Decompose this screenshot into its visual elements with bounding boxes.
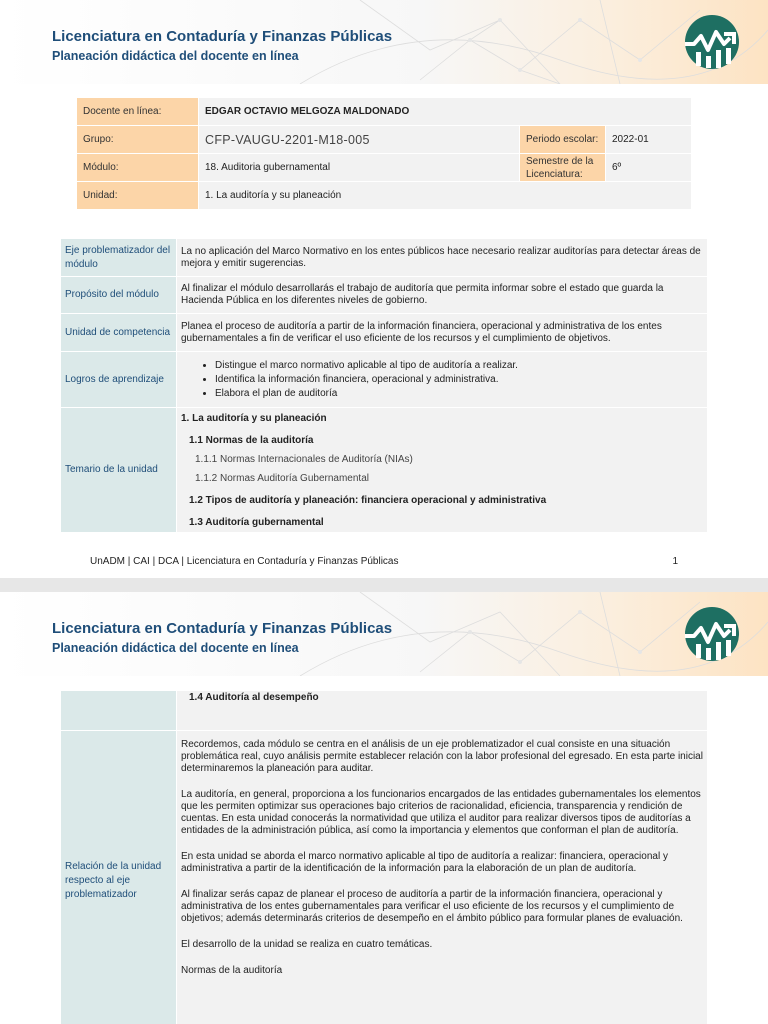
modulo-value: 18. Auditoria gubernamental xyxy=(199,154,520,182)
unidad-value: 1. La auditoría y su planeación xyxy=(199,182,692,210)
grupo-label: Grupo: xyxy=(77,126,199,154)
logros-value xyxy=(177,352,708,408)
logro-item: • Elabora el plan de auditoría xyxy=(215,387,703,401)
temario-value xyxy=(177,408,708,533)
unadm-logo-icon xyxy=(684,606,740,662)
relacion-paragraph: Recordemos, cada módulo se centra en el análisis de un eje problematizador el cual consiste en una situación problemática real, cuyo análisis permite establecer relación con la labor profesional del egresado. En esta parte inicial determinaremos la planeación para auditar. xyxy=(181,739,703,774)
page-footer xyxy=(90,556,686,567)
proposito-value: Al finalizar el módulo desarrollarás el trabajo de auditoría que permita informar sobre el estado que guarda la Hacienda Pública en los diferentes niveles de gobierno. xyxy=(177,277,708,314)
temario-label: Temario de la unidad xyxy=(61,408,177,533)
relacion-paragraph: La auditoría, en general, proporciona a los funcionarios encargados de las entidades gubernamentales los elementos que les permiten optimizar sus operaciones bajo criterios de racionalidad, eficiencia, transparencia y rendición de cuentas. En esta unidad conocerás la normatividad que utiliza el auditor para realizar diversos tipos de auditorías a entidades de la administración pública, así como la importancia y elementos que conforman el plan de auditoría. xyxy=(181,789,701,836)
unidad-label: Unidad: xyxy=(77,182,199,210)
temario-topic: 1.4 Auditoría al desempeño xyxy=(189,692,319,703)
temario-subtopic: 1.1.2 Normas Auditoría Gubernamental xyxy=(195,473,369,484)
relacion-paragraph: Al finalizar serás capaz de planear el proceso de auditoría a partir de la información financiera, operacional y administrativa de los entes gubernamentales para verificar el uso eficiente de los recursos y el cumplimiento de objetivos; además determinarás criterios de desempeño en el ámbito público para formular planes de evaluación. xyxy=(181,889,683,924)
temario-topic: 1.3 Auditoría gubernamental xyxy=(189,517,324,528)
modulo-label: Módulo: xyxy=(77,154,199,182)
eje-value: La no aplicación del Marco Normativo en los entes públicos hace necesario realizar auditorías para detectar áreas de mejora y emitir sugerencias. xyxy=(177,239,708,277)
periodo-label: Periodo escolar: xyxy=(520,126,606,154)
unadm-logo-icon xyxy=(684,14,740,70)
program-title: Licenciatura en Contaduría y Finanzas Públicas xyxy=(52,28,393,45)
relacion-label: Relación de la unidad respecto al eje problematizador xyxy=(61,731,177,1024)
docente-value: EDGAR OCTAVIO MELGOZA MALDONADO xyxy=(199,98,692,126)
relacion-paragraph: El desarrollo de la unidad se realiza en cuatro temáticas. xyxy=(181,939,433,950)
temario-topic: 1.1 Normas de la auditoría xyxy=(189,435,314,446)
document-subtitle: Planeación didáctica del docente en línea xyxy=(52,49,299,63)
program-title: Licenciatura en Contaduría y Finanzas Públicas xyxy=(52,620,393,637)
logros-list xyxy=(181,359,703,401)
docente-label: Docente en línea: xyxy=(77,98,199,126)
periodo-value: 2022-01 xyxy=(606,126,692,154)
footer-text: UnADM | CAI | DCA | Licenciatura en Contaduría y Finanzas Públicas xyxy=(90,556,399,567)
relacion-value xyxy=(177,731,708,1024)
content-table xyxy=(60,238,708,533)
proposito-label: Propósito del módulo xyxy=(61,277,177,314)
page-header-banner xyxy=(0,592,768,676)
relacion-paragraph: Normas de la auditoría xyxy=(181,965,283,976)
temario-topic: 1.2 Tipos de auditoría y planeación: financiera operacional y administrativa xyxy=(189,495,547,506)
grupo-value: CFP-VAUGU-2201-M18-005 xyxy=(199,126,520,154)
document-subtitle: Planeación didáctica del docente en línea xyxy=(52,641,299,655)
logro-item: • Identifica la información financiera, operacional y administrativa. xyxy=(215,373,703,387)
competencia-label: Unidad de competencia xyxy=(61,314,177,352)
page-header-banner xyxy=(0,0,768,84)
page-separator xyxy=(0,578,768,592)
semestre-label: Semestre de la Licenciatura: xyxy=(520,154,606,182)
semestre-value: 6º xyxy=(606,154,692,182)
temario-subtopic: 1.1.1 Normas Internacionales de Auditoría (NIAs) xyxy=(195,454,413,465)
logros-label: Logros de aprendizaje xyxy=(61,352,177,408)
relacion-paragraph: En esta unidad se aborda el marco normativo aplicable al tipo de auditoría a realizar: financiera, operacional y administrativa a partir de la identificación de la información para la elaboración de un plan de auditoría. xyxy=(181,851,668,874)
temario-topic: 1. La auditoría y su planeación xyxy=(181,413,327,424)
identification-table xyxy=(76,97,692,210)
eje-label: Eje problematizador del módulo xyxy=(61,239,177,277)
temario-continued-label xyxy=(61,691,177,731)
temario-continued-value xyxy=(177,691,708,731)
logro-item: • Distingue el marco normativo aplicable al tipo de auditoría a realizar. xyxy=(215,359,703,373)
page-number: 1 xyxy=(672,556,678,567)
content-table-continued xyxy=(60,690,708,1024)
competencia-value: Planea el proceso de auditoría a partir de la información financiera, operacional y administrativa de los entes gubernamentales a fin de verificar el uso eficiente de los recursos y el cumplimiento de objetivos. xyxy=(177,314,708,352)
